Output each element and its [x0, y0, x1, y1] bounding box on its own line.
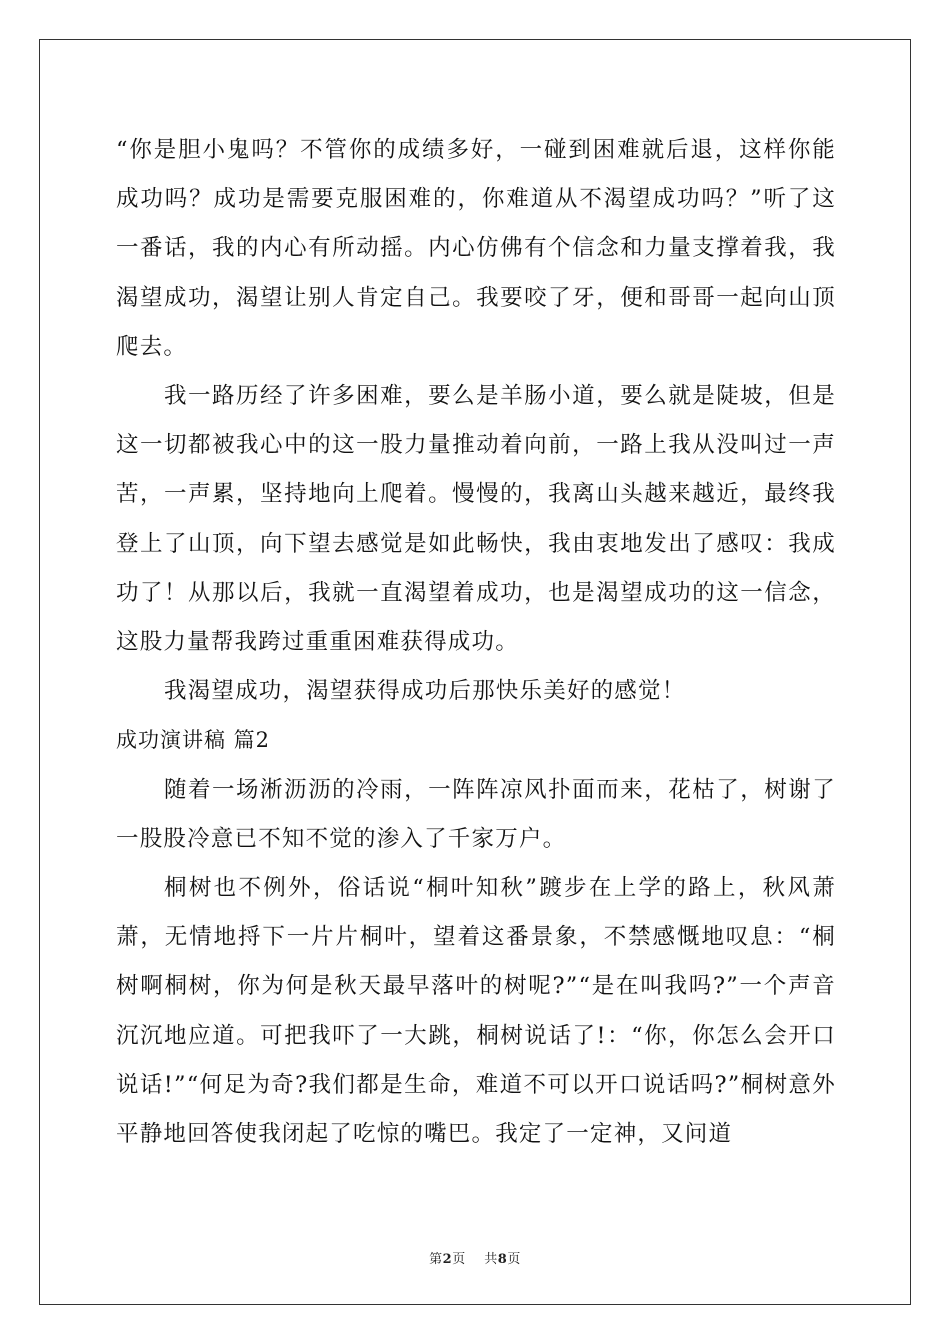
- page-number-current: 2: [442, 1252, 453, 1267]
- page-number-prefix: 第: [429, 1252, 443, 1267]
- paragraph-tung-tree: 桐树也不例外，俗话说“桐叶知秋”踱步在上学的路上，秋风萧萧，无情地捋下一片片桐叶，望着这番景象，不禁感慨地叹息：“桐树啊桐树，你为何是秋天最早落叶的树呢?”“是在叫我吗?”一个声音沉沉地应道。可把我吓了一大跳，桐树说话了!：“你，你怎么会开口说话!”“何足为奇?我们都是生命，难道不可以开口说话吗?”桐树意外平静地回答使我闭起了吃惊的嘴巴。我定了一定神，又问道: [116, 875, 836, 1148]
- page-total-count: 8: [497, 1252, 508, 1267]
- document-body: [116, 126, 836, 1159]
- page-total-suffix: 页: [507, 1252, 521, 1267]
- paragraph-climbing: 我一路历经了许多困难，要么是羊肠小道，要么就是陡坡，但是这一切都被我心中的这一股力量推动着向前，一路上我从没叫过一声苦，一声累，坚持地向上爬着。慢慢的，我离山头越来越近，最终我登上了山顶，向下望去感觉是如此畅快，我由衷地发出了感叹：我成功了！从那以后，我就一直渴望着成功，也是渴望成功的这一信念，这股力量帮我跨过重重困难获得成功。: [116, 383, 836, 656]
- paragraph-quote-dialogue: “你是胆小鬼吗？不管你的成绩多好，一碰到困难就后退，这样你能成功吗？成功是需要克服困难的，你难道从不渴望成功吗？”听了这一番话，我的内心有所动摇。内心仿佛有个信念和力量支撑着我，我渴望成功，渴望让别人肯定自己。我要咬了牙，便和哥哥一起向山顶爬去。: [116, 137, 836, 360]
- page-footer: [0, 1248, 950, 1267]
- paragraph-conclusion: 我渴望成功，渴望获得成功后那快乐美好的感觉！: [164, 678, 686, 705]
- paragraph-autumn-rain: 随着一场淅沥沥的冷雨，一阵阵凉风扑面而来，花枯了，树谢了一股股冷意已不知不觉的渗入了千家万户。: [116, 776, 836, 852]
- section-heading: 成功演讲稿 篇2: [116, 728, 271, 753]
- page-number-suffix: 页: [452, 1252, 466, 1267]
- page-total-prefix: 共: [484, 1252, 498, 1267]
